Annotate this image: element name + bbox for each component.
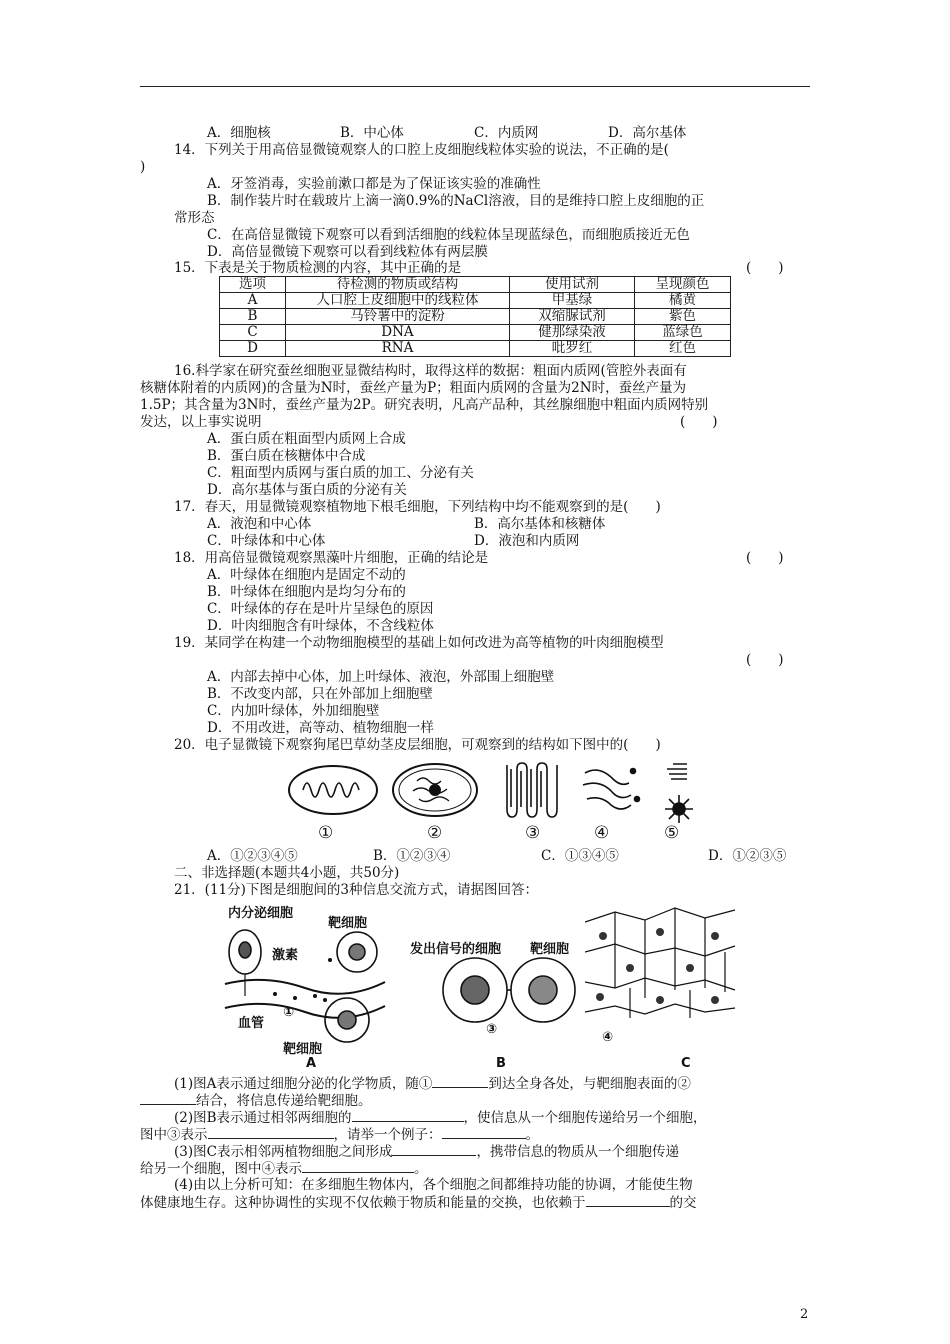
section-heading: 二、非选择题(本题共4小题，共50分)	[174, 865, 400, 881]
table-header-cell: 选项	[220, 277, 286, 293]
q21-part3-line1	[174, 1143, 679, 1160]
q16-stem-line2: 核糖体附着的内质网)的含量为N时，蚕丝产量为P；粗面内质网的含量为2N时，蚕丝产量为	[140, 380, 687, 396]
q17-option-c: C．叶绿体和中心体	[207, 533, 326, 549]
q14-option-c: C．在高倍显微镜下观察可以看到活细胞的线粒体呈现蓝绿色，而细胞质接近无色	[207, 227, 690, 243]
q16-option-a: A．蛋白质在粗面型内质网上合成	[207, 431, 406, 447]
table-cell: 橘黄	[635, 293, 731, 309]
q21-p3b: ，携带信息的物质从一个细胞传递	[476, 1144, 679, 1160]
q21-p2e: 。	[525, 1127, 539, 1143]
answer-blank[interactable]	[586, 1194, 670, 1207]
table-row	[220, 293, 731, 309]
q15-answer-paren: ( )	[746, 260, 784, 276]
figure-label-2: ②	[427, 823, 443, 843]
q13-option-c: C．内质网	[474, 125, 539, 141]
q13-option-a: A．细胞核	[207, 125, 271, 141]
answer-blank[interactable]	[392, 1143, 476, 1156]
q19-option-a: A．内部去掉中心体，加上叶绿体、液泡，外部围上细胞壁	[207, 669, 555, 685]
q16-option-b: B．蛋白质在核糖体中合成	[207, 448, 366, 464]
q18-option-c: C．叶绿体的存在是叶片呈绿色的原因	[207, 601, 434, 617]
q21-p2b: ，使信息从一个细胞传递给另一个细胞，	[463, 1110, 707, 1126]
q14-option-b: B．制作装片时在载玻片上滴一滴0.9%的NaCl溶液，目的是维持口腔上皮细胞的正	[207, 193, 705, 209]
q19-option-d: D．不用改进，高等动、植物细胞一样	[207, 720, 434, 736]
table-header-cell: 呈现颜色	[635, 277, 731, 293]
q21-p4b: 体健康地生存。这种协调性的实现不仅依赖于物质和能量的交换，也依赖于	[140, 1195, 586, 1211]
answer-blank[interactable]	[352, 1109, 464, 1122]
fig-a-vessel-label: 血管	[238, 1016, 265, 1031]
q20-option-b: B．①②③④	[373, 848, 451, 864]
table-cell: 双缩脲试剂	[510, 309, 635, 325]
q15-table	[219, 276, 731, 357]
mitochondrion-drawing	[289, 766, 377, 814]
fig-b-target-label: 靶细胞	[530, 942, 570, 957]
table-header-cell: 待检测的物质或结构	[286, 277, 510, 293]
q20-option-d: D．①②③⑤	[708, 848, 787, 864]
q21-p1b: 到达全身各处，与靶细胞表面的②	[488, 1076, 691, 1092]
q15-stem: 15．下表是关于物质检测的内容，其中正确的是	[174, 260, 462, 276]
fig-a-target-label: 靶细胞	[328, 916, 368, 931]
q16-option-c: C．粗面型内质网与蛋白质的加工、分泌有关	[207, 465, 474, 481]
q21-part1-line1	[174, 1075, 691, 1092]
figure-label-3: ③	[525, 823, 541, 843]
fig-a-endocrine-label: 内分泌细胞	[228, 906, 294, 921]
q18-option-a: A．叶绿体在细胞内是固定不动的	[207, 567, 406, 583]
q21-p1a: (1)图A表示通过细胞分泌的化学物质，随①	[174, 1076, 433, 1092]
table-cell: DNA	[286, 325, 510, 341]
q21-stem: 21．(11分)下图是细胞间的3种信息交流方式，请据图回答：	[174, 882, 538, 898]
q14-stem-end: )	[140, 159, 146, 175]
table-header-row	[220, 277, 731, 293]
fig-b-num-label: ③	[486, 1022, 498, 1037]
fig-a-letter: A	[306, 1056, 317, 1071]
q20-option-c: C．①③④⑤	[541, 848, 619, 864]
table-cell: 人口腔上皮细胞中的线粒体	[286, 293, 510, 309]
fig-c-num-label: ④	[602, 1030, 614, 1045]
q16-stem-line4: 发达，以上事实说明	[140, 414, 262, 430]
table-cell: D	[220, 341, 286, 357]
q21-p2c: 图中③表示	[140, 1127, 208, 1143]
table-cell: A	[220, 293, 286, 309]
q18-answer-paren: ( )	[746, 550, 784, 566]
q20-option-a: A．①②③④⑤	[207, 848, 298, 864]
q18-stem: 18．用高倍显微镜观察黑藻叶片细胞，正确的结论是	[174, 550, 489, 566]
q16-answer-paren: ( )	[680, 414, 718, 430]
fig-b-signal-label: 发出信号的细胞	[410, 942, 502, 957]
q17-stem: 17．春天，用显微镜观察植物地下根毛细胞，下列结构中均不能观察到的是( )	[174, 499, 661, 515]
q14-option-a: A．牙签消毒，实验前漱口都是为了保证该实验的准确性	[207, 176, 541, 192]
q14-option-d: D．高倍显微镜下观察可以看到线粒体有两层膜	[207, 244, 488, 260]
fig-b-letter: B	[496, 1056, 506, 1071]
figure-label-4: ④	[594, 823, 610, 843]
q19-option-b: B．不改变内部，只在外部加上细胞壁	[207, 686, 433, 702]
figure-label-1: ①	[318, 823, 334, 843]
table-cell: RNA	[286, 341, 510, 357]
q16-stem-line1: 16.科学家在研究蚕丝细胞亚显微结构时，取得这样的数据：粗面内质网(管腔外表面有	[174, 363, 687, 379]
figure-b-drawing	[435, 950, 585, 1030]
q21-p3c: 给另一个细胞，图中④表示	[140, 1161, 302, 1177]
fig-c-letter: C	[681, 1056, 691, 1071]
q17-option-d: D．液泡和内质网	[474, 533, 580, 549]
table-cell: 紫色	[635, 309, 731, 325]
table-cell: 甲基绿	[510, 293, 635, 309]
nucleus-drawing	[393, 764, 477, 816]
q17-option-b: B．高尔基体和核糖体	[474, 516, 606, 532]
golgi-drawing	[507, 763, 557, 817]
table-cell: 马铃薯中的淀粉	[286, 309, 510, 325]
table-cell: 健那绿染液	[510, 325, 635, 341]
figure-label-5: ⑤	[664, 823, 680, 843]
q19-stem: 19．某同学在构建一个动物细胞模型的基础上如何改进为高等植物的叶肉细胞模型	[174, 635, 664, 651]
table-cell: B	[220, 309, 286, 325]
table-cell: 红色	[635, 341, 731, 357]
table-row	[220, 341, 731, 357]
q17-option-a: A．液泡和中心体	[207, 516, 312, 532]
er-drawing	[583, 769, 640, 810]
q21-part1-line2	[140, 1092, 372, 1109]
figure-c-drawing	[585, 902, 745, 1027]
fig-a-target2-label: 靶细胞	[283, 1042, 323, 1057]
q21-p1c: 结合，将信息传递给靶细胞。	[196, 1093, 372, 1109]
centrosome-drawing	[665, 764, 693, 823]
q13-option-b: B．中心体	[340, 125, 404, 141]
q21-p3a: (3)图C表示相邻两植物细胞之间形成	[174, 1144, 393, 1160]
q16-stem-line3: 1.5P；其含量为3N时，蚕丝产量为2P。研究表明，凡高产品种，其丝腺细胞中粗面内质网特别	[140, 397, 709, 413]
answer-blank[interactable]	[442, 1126, 526, 1139]
answer-blank[interactable]	[432, 1075, 488, 1088]
q21-p3d: 。	[414, 1161, 428, 1177]
q21-part4-line1: (4)由以上分析可知：在多细胞生物体内，各个细胞之间都维持功能的协调，才能使生物	[174, 1177, 693, 1193]
answer-blank[interactable]	[208, 1126, 334, 1139]
q16-option-d: D．高尔基体与蛋白质的分泌有关	[207, 482, 407, 498]
q21-p2a: (2)图B表示通过相邻两细胞的	[174, 1110, 352, 1126]
fig-a-num-label: ①	[283, 1005, 295, 1020]
q21-part2-line1	[174, 1109, 707, 1126]
q18-option-d: D．叶肉细胞含有叶绿体，不含线粒体	[207, 618, 434, 634]
answer-blank[interactable]	[302, 1160, 414, 1173]
organelle-figure	[285, 755, 705, 830]
q14-stem: 14．下列关于用高倍显微镜观察人的口腔上皮细胞线粒体实验的说法，不正确的是(	[174, 142, 669, 158]
q21-part4-line2	[140, 1194, 697, 1211]
table-cell: C	[220, 325, 286, 341]
table-cell: 吡罗红	[510, 341, 635, 357]
q21-p2d: ，请举一个例子：	[333, 1127, 442, 1143]
q21-p4c: 的交	[669, 1195, 697, 1211]
table-row	[220, 309, 731, 325]
q14-option-b-cont: 常形态	[174, 210, 215, 226]
table-cell: 蓝绿色	[635, 325, 731, 341]
q19-answer-paren: ( )	[746, 652, 784, 668]
q13-option-d: D．高尔基体	[608, 125, 687, 141]
fig-a-hormone-label: 激素	[272, 948, 299, 963]
q20-stem: 20．电子显微镜下观察狗尾巴草幼茎皮层细胞，可观察到的结构如下图中的( )	[174, 737, 661, 753]
table-row	[220, 325, 731, 341]
q19-option-c: C．内加叶绿体，外加细胞壁	[207, 703, 380, 719]
q21-part3-line2	[140, 1160, 428, 1177]
table-header-cell: 使用试剂	[510, 277, 635, 293]
header-rule	[140, 86, 810, 87]
answer-blank[interactable]	[140, 1092, 196, 1105]
q21-part2-line2	[140, 1126, 539, 1143]
page-number: 2	[800, 1307, 809, 1322]
q18-option-b: B．叶绿体在细胞内是均匀分布的	[207, 584, 406, 600]
